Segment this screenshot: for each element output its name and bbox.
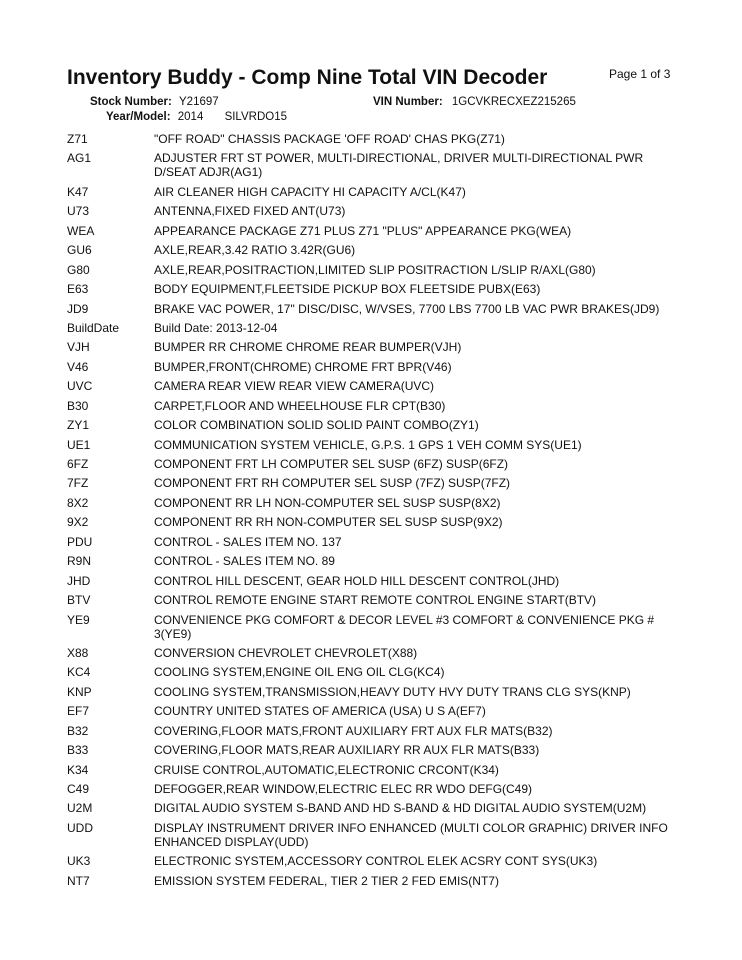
option-row: [0, 613, 742, 646]
option-row: [0, 704, 742, 723]
option-code: PDU: [67, 534, 93, 549]
option-description: COVERING,FLOOR MATS,REAR AUXILIARY RR AUX FLR MATS(B33): [154, 743, 540, 758]
option-description: APPEARANCE PACKAGE Z71 PLUS Z71 "PLUS" APPEARANCE PKG(WEA): [154, 223, 572, 238]
option-code: K47: [67, 184, 89, 199]
option-description: BUMPER,FRONT(CHROME) CHROME FRT BPR(V46): [154, 359, 452, 374]
year-model-label: Year/Model:: [106, 111, 171, 123]
option-description: COMMUNICATION SYSTEM VEHICLE, G.P.S. 1 GPS 1 VEH COMM SYS(UE1): [154, 437, 582, 452]
option-code: KNP: [67, 684, 92, 699]
option-code: JD9: [67, 301, 89, 316]
option-description: AXLE,REAR,POSITRACTION,LIMITED SLIP POSITRACTION L/SLIP R/AXL(G80): [154, 262, 596, 277]
option-description: AXLE,REAR,3.42 RATIO 3.42R(GU6): [154, 243, 356, 258]
option-code: C49: [67, 782, 90, 796]
option-row: [0, 204, 742, 223]
option-code: B32: [67, 723, 89, 738]
option-description: CARPET,FLOOR AND WHEELHOUSE FLR CPT(B30): [154, 398, 446, 413]
option-code: WEA: [67, 223, 95, 238]
option-description: EMISSION SYSTEM FEDERAL, TIER 2 TIER 2 FED EMIS(NT7): [154, 873, 499, 888]
option-description: COMPONENT FRT LH COMPUTER SEL SUSP (6FZ) SUSP(6FZ): [154, 457, 509, 471]
option-code: R9N: [67, 554, 92, 569]
option-row: [0, 821, 742, 854]
option-description: DISPLAY INSTRUMENT DRIVER INFO ENHANCED (MULTI COLOR GRAPHIC) DRIVER INFO ENHANCED DISPLAY(UDD): [154, 820, 668, 849]
option-code: UDD: [67, 820, 93, 835]
option-description: AIR CLEANER HIGH CAPACITY HI CAPACITY A/CL(K47): [154, 184, 466, 199]
option-description: COMPONENT FRT RH COMPUTER SEL SUSP (7FZ) SUSP(7FZ): [154, 476, 511, 491]
option-code: GU6: [67, 243, 92, 258]
option-row: [0, 593, 742, 612]
stock-number-label: Stock Number:: [90, 96, 172, 108]
option-row: [0, 399, 742, 418]
option-row: [0, 535, 742, 554]
option-code-list: [0, 132, 742, 893]
option-row: [0, 801, 742, 820]
option-row: [0, 685, 742, 704]
option-description: COLOR COMBINATION SOLID SOLID PAINT COMBO(ZY1): [154, 418, 479, 433]
option-code: B30: [67, 398, 89, 413]
option-row: [0, 282, 742, 301]
stock-number-value: Y21697: [179, 96, 219, 108]
option-row: [0, 646, 742, 665]
option-row: [0, 185, 742, 204]
option-description: BUMPER RR CHROME CHROME REAR BUMPER(VJH): [154, 340, 462, 355]
option-row: [0, 340, 742, 359]
option-code: UK3: [67, 854, 91, 869]
option-row: [0, 496, 742, 515]
option-row: [0, 360, 742, 379]
option-row: [0, 457, 742, 476]
option-code: VJH: [67, 340, 90, 355]
option-description: ELECTRONIC SYSTEM,ACCESSORY CONTROL ELEK ACSRY CONT SYS(UK3): [154, 854, 598, 869]
option-code: 6FZ: [67, 457, 89, 471]
vin-number-label: VIN Number:: [373, 96, 443, 108]
vin-number-field: [373, 96, 576, 108]
option-row: [0, 132, 742, 151]
option-code: NT7: [67, 873, 90, 888]
option-row: [0, 854, 742, 873]
option-description: BRAKE VAC POWER, 17" DISC/DISC, W/VSES, 7700 LBS 7700 LB VAC PWR BRAKES(JD9): [154, 301, 660, 316]
option-row: [0, 263, 742, 282]
option-row: [0, 321, 742, 340]
option-row: [0, 302, 742, 321]
option-description: CONVERSION CHEVROLET CHEVROLET(X88): [154, 645, 418, 660]
option-row: [0, 151, 742, 184]
option-row: [0, 476, 742, 495]
page-number: Page 1 of 3: [609, 67, 671, 81]
option-code: V46: [67, 359, 89, 374]
option-description: BODY EQUIPMENT,FLEETSIDE PICKUP BOX FLEETSIDE PUBX(E63): [154, 282, 541, 297]
option-description: DIGITAL AUDIO SYSTEM S-BAND AND HD S-BAND & HD DIGITAL AUDIO SYSTEM(U2M): [154, 801, 647, 816]
option-row: [0, 515, 742, 534]
option-description: ADJUSTER FRT ST POWER, MULTI-DIRECTIONAL, DRIVER MULTI-DIRECTIONAL PWR D/SEAT ADJR(AG1): [154, 151, 644, 180]
option-code: 9X2: [67, 515, 89, 530]
option-code: AG1: [67, 151, 92, 166]
year-model-field: [106, 111, 287, 123]
option-row: [0, 763, 742, 782]
option-code: U73: [67, 204, 90, 219]
page-title: Inventory Buddy - Comp Nine Total VIN Decoder: [67, 66, 548, 89]
option-code: 8X2: [67, 495, 89, 510]
option-code: K34: [67, 762, 89, 777]
option-description: "OFF ROAD" CHASSIS PACKAGE 'OFF ROAD' CHAS PKG(Z71): [154, 132, 505, 146]
option-code: EF7: [67, 704, 90, 719]
option-description: CONTROL - SALES ITEM NO. 89: [154, 554, 335, 569]
option-description: CONTROL - SALES ITEM NO. 137: [154, 534, 342, 549]
option-description: DEFOGGER,REAR WINDOW,ELECTRIC ELEC RR WDO DEFG(C49): [154, 782, 533, 796]
option-code: U2M: [67, 801, 93, 816]
option-row: [0, 554, 742, 573]
option-code: UE1: [67, 437, 91, 452]
option-code: BTV: [67, 593, 91, 608]
option-row: [0, 418, 742, 437]
option-row: [0, 574, 742, 593]
option-description: COUNTRY UNITED STATES OF AMERICA (USA) U S A(EF7): [154, 704, 486, 719]
option-description: ANTENNA,FIXED FIXED ANT(U73): [154, 204, 346, 219]
option-row: [0, 438, 742, 457]
option-description: Build Date: 2013-12-04: [154, 320, 278, 335]
option-code: ZY1: [67, 418, 90, 433]
option-row: [0, 665, 742, 684]
option-code: Z71: [67, 132, 88, 146]
option-description: CONTROL REMOTE ENGINE START REMOTE CONTROL ENGINE START(BTV): [154, 593, 597, 608]
option-row: [0, 224, 742, 243]
option-code: BuildDate: [67, 320, 120, 335]
option-code: B33: [67, 743, 89, 758]
option-row: [0, 724, 742, 743]
option-description: COMPONENT RR LH NON-COMPUTER SEL SUSP SUSP(8X2): [154, 495, 501, 510]
option-row: [0, 874, 742, 893]
option-row: [0, 743, 742, 762]
option-description: COOLING SYSTEM,TRANSMISSION,HEAVY DUTY HVY DUTY TRANS CLG SYS(KNP): [154, 684, 631, 699]
option-row: [0, 379, 742, 398]
option-description: CONTROL HILL DESCENT, GEAR HOLD HILL DESCENT CONTROL(JHD): [154, 573, 560, 588]
year-value: 2014: [177, 111, 204, 123]
vin-number-value: 1GCVKRECXEZ215265: [451, 96, 576, 108]
option-code: 7FZ: [67, 476, 89, 491]
option-row: [0, 782, 742, 801]
option-code: G80: [67, 262, 90, 277]
option-description: COVERING,FLOOR MATS,FRONT AUXILIARY FRT AUX FLR MATS(B32): [154, 723, 553, 738]
option-row: [0, 243, 742, 262]
option-code: JHD: [67, 573, 91, 588]
option-description: CAMERA REAR VIEW REAR VIEW CAMERA(UVC): [154, 379, 435, 394]
option-code: E63: [67, 282, 89, 297]
option-description: COMPONENT RR RH NON-COMPUTER SEL SUSP SUSP(9X2): [154, 515, 503, 530]
option-description: COOLING SYSTEM,ENGINE OIL ENG OIL CLG(KC4): [154, 665, 445, 680]
option-description: CRUISE CONTROL,AUTOMATIC,ELECTRONIC CRCONT(K34): [154, 762, 499, 777]
model-value: SILVRDO15: [224, 111, 287, 123]
option-code: YE9: [67, 612, 90, 627]
option-description: CONVENIENCE PKG COMFORT & DECOR LEVEL #3 COMFORT & CONVENIENCE PKG # 3(YE9): [154, 612, 655, 641]
stock-number-field: [90, 96, 219, 108]
option-code: X88: [67, 645, 89, 660]
option-code: KC4: [67, 665, 91, 680]
option-code: UVC: [67, 379, 93, 394]
